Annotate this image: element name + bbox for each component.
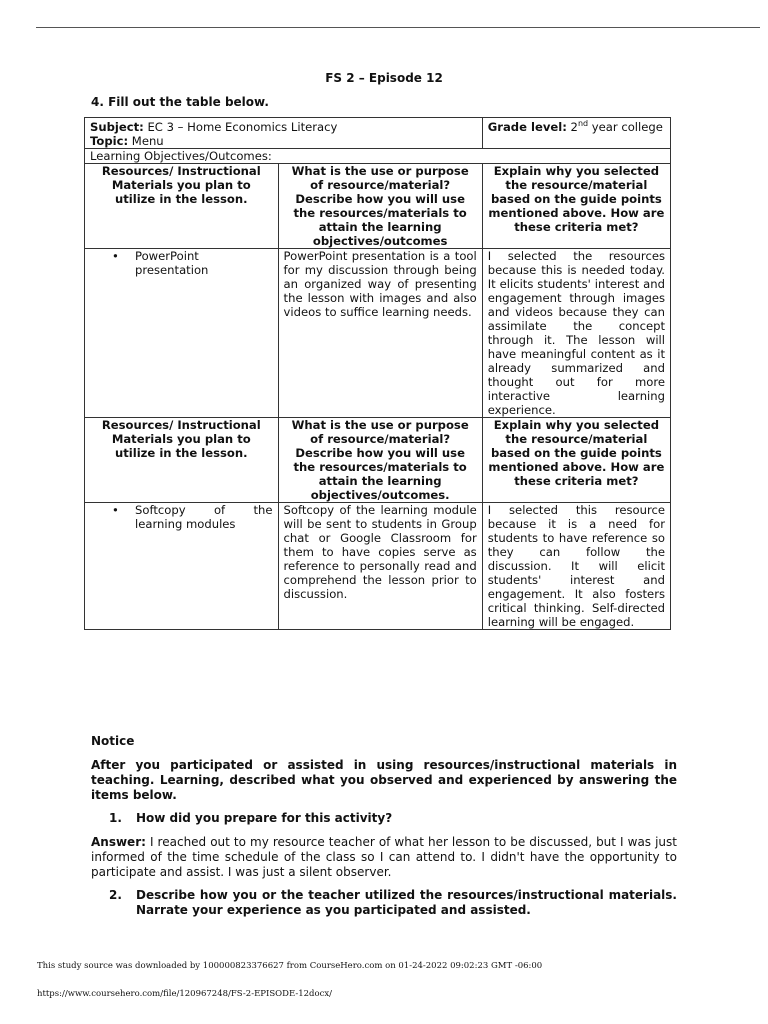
header-use: What is the use or purpose of resource/material? Describe how you will use the resources/materials to attain the learning objectives/outcomes — [278, 164, 482, 249]
use-cell: Softcopy of the learning module will be sent to students in Group chat or Google Classroom for them to have copies serve as reference to personally read and comprehend the lesson prior to discussion. — [278, 503, 482, 630]
use-cell: PowerPoint presentation is a tool for my discussion through being an organized way of presenting the lesson with images and also videos to suffice learning needs. — [278, 249, 482, 418]
answer-1 — [91, 835, 677, 880]
lesson-table — [84, 117, 671, 630]
resource-cell — [85, 503, 279, 630]
notice-intro: After you participated or assisted in using resources/instructional materials in teaching. Learning, described what you observed and experienced by answering the items below. — [91, 758, 677, 802]
explain-cell: I selected the resources because this is needed today. It elicits students' interest and engagement through images and videos because they can assimilate the concept through it. The lesson will have meaningful content as it already summarized and thought out for more interactive learning experience. — [482, 249, 670, 418]
header-explain: Explain why you selected the resource/material based on the guide points mentioned above. How are these criteria met? — [482, 164, 670, 249]
top-divider — [36, 27, 760, 28]
section-2-content-row — [85, 503, 671, 630]
subject-topic-cell — [85, 118, 483, 149]
question-1 — [91, 811, 677, 826]
header-resources: Resources/ Instructional Materials you plan to utilize in the lesson. — [85, 418, 279, 503]
grade-number: 2 — [570, 120, 578, 134]
objectives-label: Learning Objectives/Outcomes: — [85, 149, 671, 164]
subject-label: Subject: — [90, 120, 144, 134]
bullet-icon: • — [112, 503, 119, 517]
download-notice: This study source was downloaded by 100000823376627 from CourseHero.com on 01-24-2022 09:02:23 GMT -06:00 — [37, 961, 543, 971]
question-1-number: 1. — [109, 811, 122, 825]
question-2 — [91, 888, 677, 918]
section-1-header-row — [85, 164, 671, 249]
page-title: FS 2 – Episode 12 — [325, 71, 443, 85]
question-2-number: 2. — [109, 888, 122, 902]
question-1-text: How did you prepare for this activity? — [136, 811, 393, 825]
instruction-heading: 4. Fill out the table below. — [91, 95, 269, 109]
grade-rest: year college — [591, 120, 663, 134]
header-resources: Resources/ Instructional Materials you plan to utilize in the lesson. — [85, 164, 279, 249]
answer-label: Answer: — [91, 835, 146, 849]
resource-text: Softcopy of the learning modules — [135, 503, 273, 531]
answer-text: I reached out to my resource teacher of what her lesson to be discussed, but I was just informed of the time schedule of the class so I can attend to. I didn't have the opportunity to participate and assist. I was just a silent observer. — [91, 835, 677, 879]
question-2-text: Describe how you or the teacher utilized the resources/instructional materials. Narrate your experience as you participated and assisted. — [136, 888, 677, 917]
resource-text: PowerPoint presentation — [135, 249, 209, 277]
subject-value: EC 3 – Home Economics Literacy — [143, 120, 338, 134]
source-url-link[interactable]: https://www.coursehero.com/file/120967248/FS-2-EPISODE-12docx/ — [37, 989, 332, 999]
section-2-header-row — [85, 418, 671, 503]
grade-label: Grade level: — [487, 120, 567, 134]
section-1-content-row — [85, 249, 671, 418]
subject-row — [85, 118, 671, 149]
bullet-icon: • — [112, 249, 119, 263]
notice-heading: Notice — [91, 734, 135, 748]
topic-label: Topic: — [90, 134, 129, 148]
objectives-row — [85, 149, 671, 164]
grade-level-cell — [482, 118, 670, 149]
header-explain: Explain why you selected the resource/material based on the guide points mentioned above. How are these criteria met? — [482, 418, 670, 503]
header-use: What is the use or purpose of resource/material? Describe how you will use the resources/materials to attain the learning objectives/outcomes. — [278, 418, 482, 503]
grade-suffix: nd — [577, 119, 589, 129]
topic-value: Menu — [128, 134, 164, 148]
explain-cell: I selected this resource because it is a need for students to have reference so they can follow the discussion. It will elicit students' interest and engagement. It also fosters critical thinking. Self-directed learning will be engaged. — [482, 503, 670, 630]
resource-cell — [85, 249, 279, 418]
